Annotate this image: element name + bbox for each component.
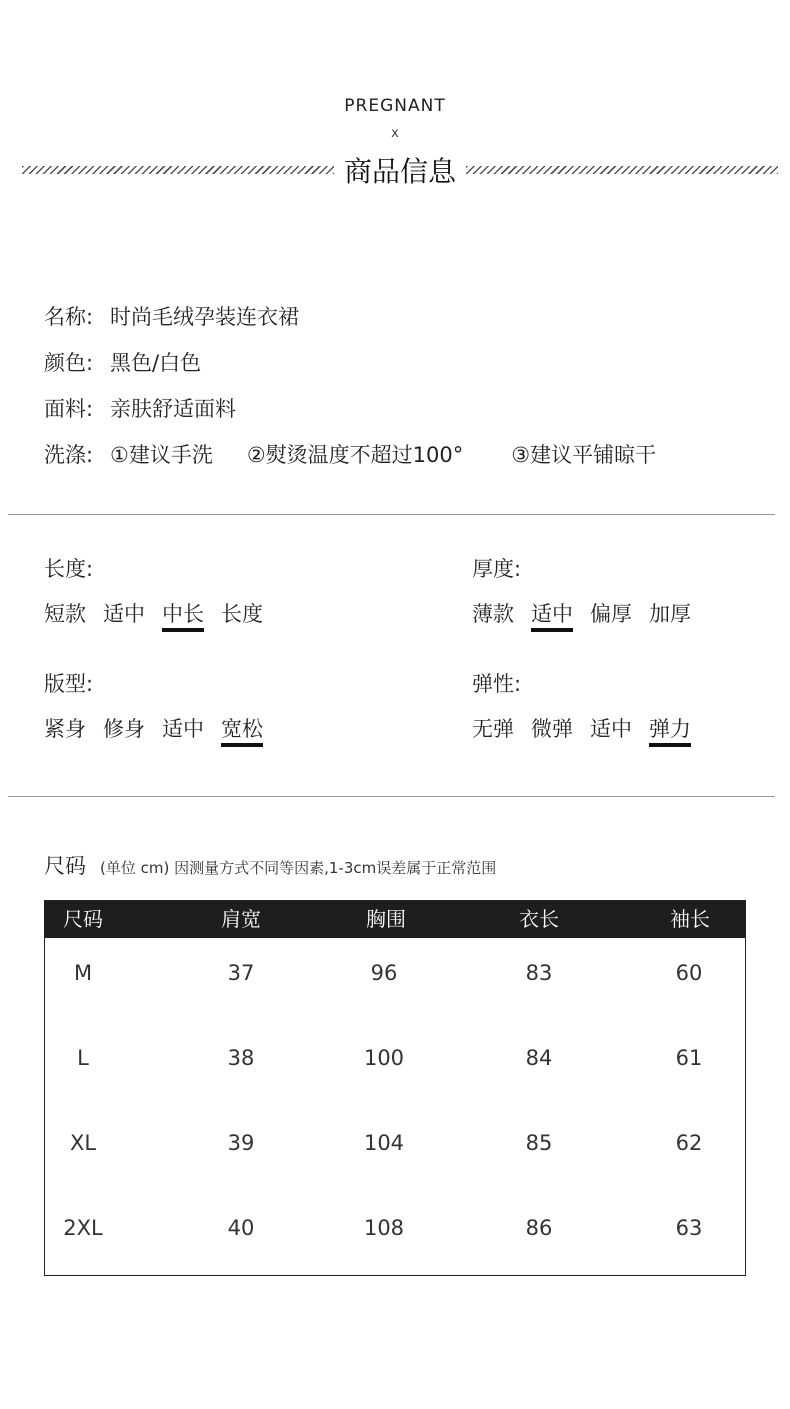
attr-fit-option: 修身 <box>103 717 145 741</box>
info-name <box>44 301 299 331</box>
wash-option: ②熨烫温度不超过100° <box>246 443 464 467</box>
info-name-label: 名称: <box>44 305 94 329</box>
table-cell: 37 <box>227 961 255 985</box>
attr-length-option: 适中 <box>103 602 145 626</box>
table-cell: 61 <box>675 1046 703 1070</box>
brand-text: PREGNANT <box>344 96 446 116</box>
table-cell: M <box>73 961 93 985</box>
attr-fit-options <box>44 713 280 747</box>
table-cell: 100 <box>363 1046 405 1070</box>
attr-fit-option: 适中 <box>162 717 204 741</box>
info-color <box>44 347 201 377</box>
attr-thickness-option-selected: 适中 <box>531 598 573 632</box>
table-header-cell: 尺码 <box>63 907 103 931</box>
section-title-row <box>22 150 778 190</box>
table-cell: L <box>77 1046 89 1070</box>
size-table <box>44 900 746 1276</box>
divider <box>8 796 775 797</box>
table-cell: 85 <box>525 1131 553 1155</box>
table-cell: 86 <box>525 1216 553 1240</box>
attr-length-option-selected: 中长 <box>162 598 204 632</box>
attr-length-option: 短款 <box>44 602 86 626</box>
size-heading <box>44 850 496 880</box>
size-note: (单位 cm) 因测量方式不同等因素,1-3cm误差属于正常范围 <box>100 859 497 877</box>
table-cell: 40 <box>227 1216 255 1240</box>
table-cell: 83 <box>525 961 553 985</box>
table-cell: 60 <box>675 961 703 985</box>
size-table-header <box>45 901 745 938</box>
table-cell: 84 <box>525 1046 553 1070</box>
info-fabric-label: 面料: <box>44 397 94 421</box>
info-color-label: 颜色: <box>44 351 94 375</box>
attr-length-options <box>44 598 280 632</box>
table-cell: 38 <box>227 1046 255 1070</box>
wash-option: ③建议平铺晾干 <box>511 443 657 467</box>
table-cell: 2XL <box>63 1216 103 1240</box>
attr-thickness-options <box>472 598 708 632</box>
table-header-cell: 衣长 <box>519 907 559 931</box>
section-title: 商品信息 <box>343 155 456 188</box>
info-name-value: 时尚毛绒孕装连衣裙 <box>110 305 299 329</box>
cross-mark: x <box>391 126 399 141</box>
hatch-decoration-right <box>466 166 778 174</box>
table-cell: 62 <box>675 1131 703 1155</box>
attr-fit-option-selected: 宽松 <box>221 713 263 747</box>
attr-elasticity-option: 微弹 <box>531 717 573 741</box>
info-wash <box>44 439 690 469</box>
attr-elasticity-option-selected: 弹力 <box>649 713 691 747</box>
attr-thickness-option: 偏厚 <box>590 602 632 626</box>
attr-thickness-option: 薄款 <box>472 602 514 626</box>
attr-length-label: 长度: <box>44 557 94 581</box>
divider <box>8 514 775 515</box>
size-title: 尺码 <box>44 854 86 878</box>
info-color-value: 黑色/白色 <box>110 351 202 375</box>
info-fabric-value: 亲肤舒适面料 <box>110 397 236 421</box>
table-cell: 96 <box>370 961 398 985</box>
table-header-cell: 肩宽 <box>221 907 261 931</box>
attr-elasticity-label: 弹性: <box>472 672 522 696</box>
info-fabric <box>44 393 236 423</box>
table-cell: XL <box>69 1131 97 1155</box>
table-cell: 104 <box>363 1131 405 1155</box>
attr-thickness-option: 加厚 <box>649 602 691 626</box>
attr-fit-option: 紧身 <box>44 717 86 741</box>
attr-elasticity-option: 无弹 <box>472 717 514 741</box>
table-cell: 108 <box>363 1216 405 1240</box>
attr-elasticity-options <box>472 713 708 747</box>
attr-elasticity-option: 适中 <box>590 717 632 741</box>
info-wash-label: 洗涤: <box>44 443 94 467</box>
attr-length-option: 长度 <box>221 602 263 626</box>
table-cell: 39 <box>227 1131 255 1155</box>
attr-thickness-label: 厚度: <box>472 557 522 581</box>
attr-fit-label: 版型: <box>44 672 94 696</box>
wash-option: ①建议手洗 <box>110 443 213 467</box>
table-cell: 63 <box>675 1216 703 1240</box>
table-header-cell: 袖长 <box>670 907 710 931</box>
table-header-cell: 胸围 <box>366 907 406 931</box>
